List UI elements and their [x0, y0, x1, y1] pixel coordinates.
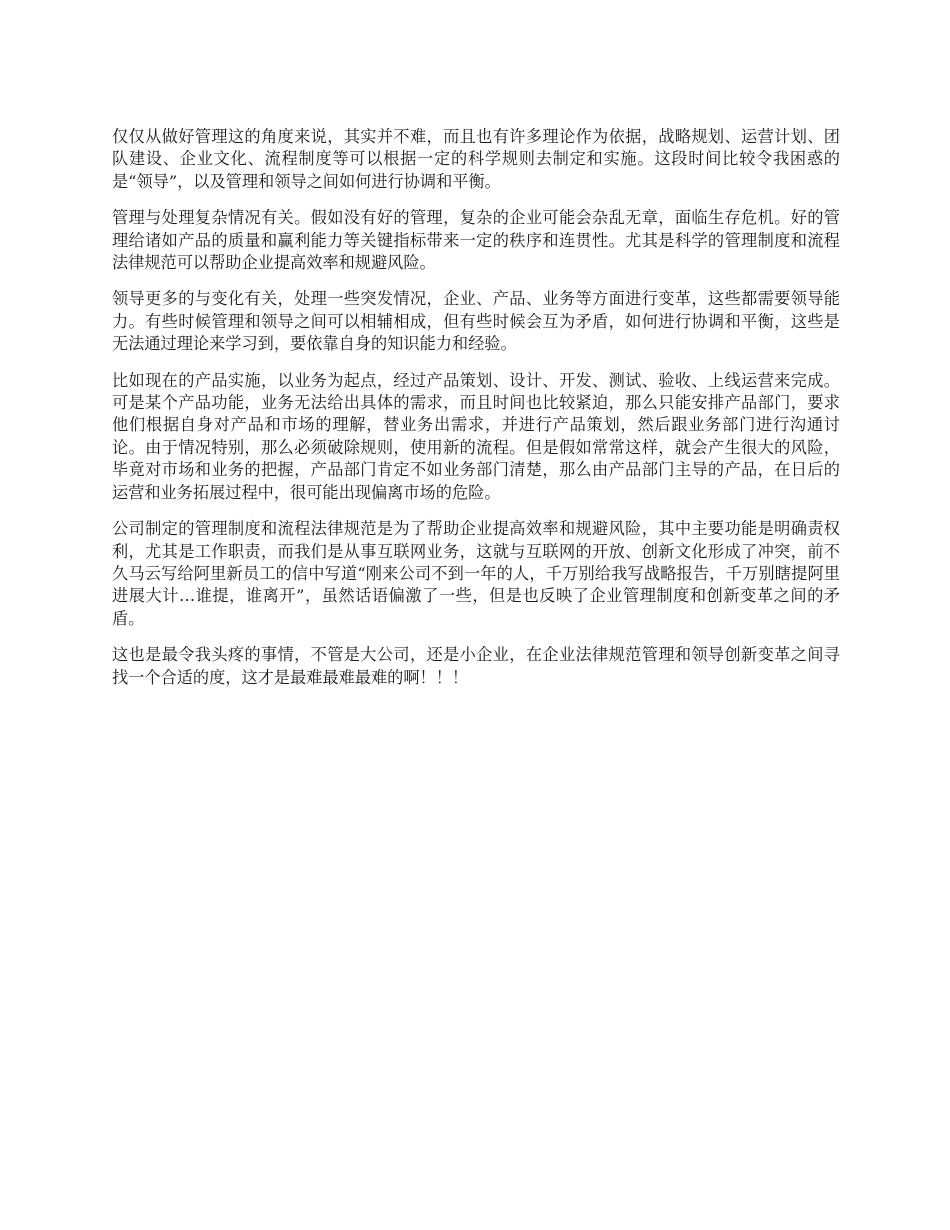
paragraph-5: 公司制定的管理制度和流程法律规范是为了帮助企业提高效率和规避风险，其中主要功能是明确责权利，尤其是工作职责，而我们是从事互联网业务，这就与互联网的开放、创新文化形成了冲突，前不久马云写给阿里新员工的信中写道“刚来公司不到一年的人，千万别给我写战略报告，千万别瞎提阿里进展大计…谁提，谁离开”，虽然话语偏激了一些，但是也反映了企业管理制度和创新变革之间的矛盾。 [112, 519, 840, 628]
paragraph-6: 这也是最令我头疼的事情，不管是大公司，还是小企业，在企业法律规范管理和领导创新变革之间寻找一个合适的度，这才是最难最难最难的啊！！！ [112, 645, 840, 687]
paragraph-4: 比如现在的产品实施，以业务为起点，经过产品策划、设计、开发、测试、验收、上线运营来完成。可是某个产品功能，业务无法给出具体的需求，而且时间也比较紧迫，那么只能安排产品部门，要求他们根据自身对产品和市场的理解，替业务出需求，并进行产品策划，然后跟业务部门进行沟通讨论。由于情况特别，那么必须破除规则，使用新的流程。但是假如常常这样，就会产生很大的风险，毕竟对市场和业务的把握，产品部门肯定不如业务部门清楚，那么由产品部门主导的产品，在日后的运营和业务拓展过程中，很可能出现偏离市场的危险。 [112, 370, 840, 502]
paragraph-1: 仅仅从做好管理这的角度来说，其实并不难，而且也有许多理论作为依据，战略规划、运营计划、团队建设、企业文化、流程制度等可以根据一定的科学规则去制定和实施。这段时间比较令我困惑的是“领导”，以及管理和领导之间如何进行协调和平衡。 [112, 127, 840, 191]
paragraph-3: 领导更多的与变化有关，处理一些突发情况，企业、产品、业务等方面进行变革，这些都需要领导能力。有些时候管理和领导之间可以相辅相成，但有些时候会互为矛盾，如何进行协调和平衡，这些是无法通过理论来学习到，要依靠自身的知识能力和经验。 [112, 289, 840, 354]
document-body [112, 126, 840, 703]
paragraph-2: 管理与处理复杂情况有关。假如没有好的管理，复杂的企业可能会杂乱无章，面临生存危机。好的管理给诸如产品的质量和赢利能力等关键指标带来一定的秩序和连贯性。尤其是科学的管理制度和流程法律规范可以帮助企业提高效率和规避风险。 [112, 208, 840, 273]
